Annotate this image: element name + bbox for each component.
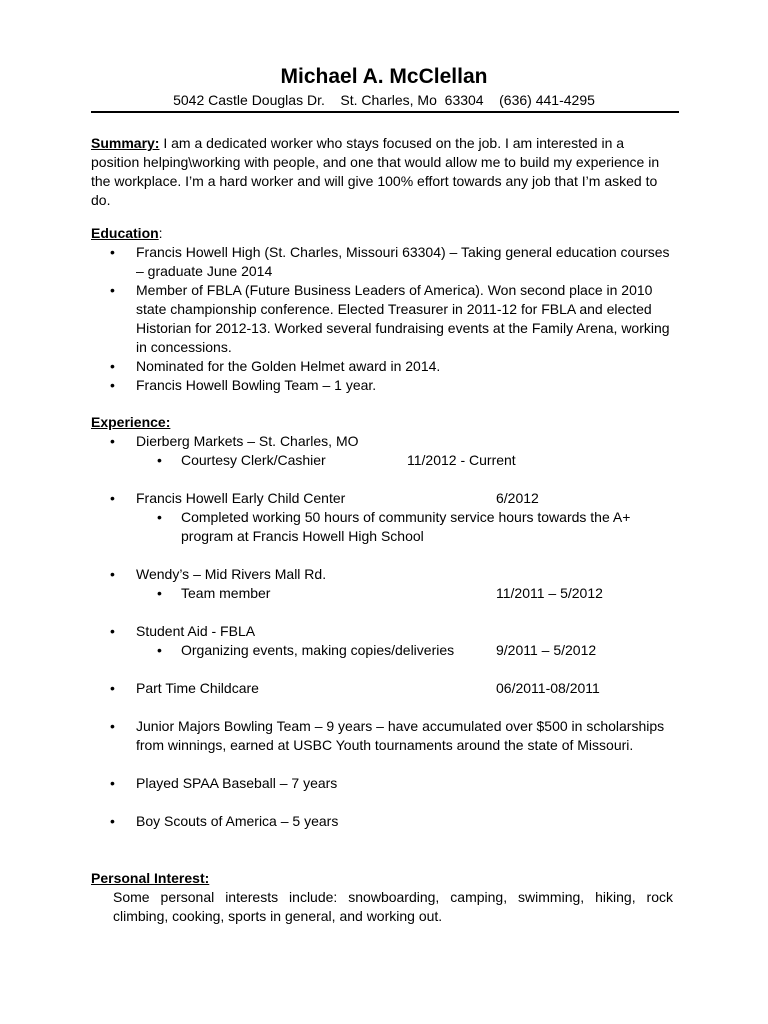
job-detail-text: Courtesy Clerk/Cashier — [181, 452, 326, 468]
experience-heading: Experience: — [91, 414, 171, 430]
job-detail-date: 9/2011 – 5/2012 — [496, 642, 597, 658]
job-entry — [91, 432, 673, 451]
applicant-name: Michael A. McClellan — [280, 65, 488, 88]
job-title: Part Time Childcare — [136, 680, 259, 696]
job-detail — [91, 584, 673, 603]
job-detail — [91, 451, 673, 470]
education-list — [91, 243, 673, 395]
job-date: 06/2011-08/2011 — [496, 680, 600, 696]
personal-interest-section — [91, 869, 673, 926]
job-title: Student Aid - FBLA — [136, 623, 256, 639]
personal-interest-text: Some personal interests include: snowboarding, camping, swimming, hiking, rock climbing, cooking, sports in general, and working out. — [113, 889, 673, 924]
job-entry — [91, 679, 673, 698]
education-item: • Francis Howell High (St. Charles, Missouri 63304) – Taking general education courses – graduate June 2014 — [91, 243, 673, 281]
contact-line: 5042 Castle Douglas Dr. St. Charles, Mo 63304 (636) 441-4295 — [173, 92, 595, 108]
activity-item: • Played SPAA Baseball – 7 years — [91, 774, 673, 793]
job-detail-text: Organizing events, making copies/deliveries — [181, 642, 455, 658]
personal-interest-heading: Personal Interest: — [91, 870, 210, 886]
job-title: Dierberg Markets – St. Charles, MO — [136, 433, 359, 449]
job-detail-date: 11/2012 - Current — [407, 452, 516, 468]
education-heading: Education — [91, 225, 159, 241]
education-item: • Member of FBLA (Future Business Leaders of America). Won second place in 2010 state championship conference. Elected Treasurer in 2011-12 for FBLA and elected Historian for 2012-13. Worked several fundraising events at the Family Arena, working in concessions. — [91, 281, 673, 357]
activity-item: • Junior Majors Bowling Team – 9 years – have accumulated over $500 in scholarships from winnings, earned at USBC Youth tournaments around the state of Missouri. — [91, 717, 673, 755]
job-detail-text: Completed working 50 hours of community service hours towards the A+ program at Francis Howell High School — [181, 509, 631, 544]
activity-item: • Boy Scouts of America – 5 years — [91, 812, 673, 831]
job-detail-text: Team member — [181, 585, 271, 601]
education-colon: : — [158, 225, 163, 241]
experience-section — [91, 413, 673, 831]
summary-text: I am a dedicated worker who stays focused on the job. I am interested in a position helping\working with people, and one that would allow me to build my experience in the workplace. I’m a hard worker and will give 100% effort towards any job that I’m asked to do. — [91, 135, 660, 208]
summary-heading: Summary: — [91, 135, 160, 151]
education-item: • Nominated for the Golden Helmet award in 2014. — [91, 357, 673, 376]
job-entry — [91, 622, 673, 641]
job-entry — [91, 489, 673, 508]
job-date: 6/2012 — [496, 490, 539, 506]
job-entry — [91, 565, 673, 584]
education-item: • Francis Howell Bowling Team – 1 year. — [91, 376, 673, 395]
job-title: Francis Howell Early Child Center — [136, 490, 346, 506]
header-divider — [91, 111, 679, 113]
job-detail — [91, 641, 673, 660]
job-detail-date: 11/2011 – 5/2012 — [496, 585, 603, 601]
summary-section — [91, 134, 673, 210]
job-detail — [91, 508, 673, 546]
education-section — [91, 224, 673, 395]
job-title: Wendy’s – Mid Rivers Mall Rd. — [136, 566, 327, 582]
